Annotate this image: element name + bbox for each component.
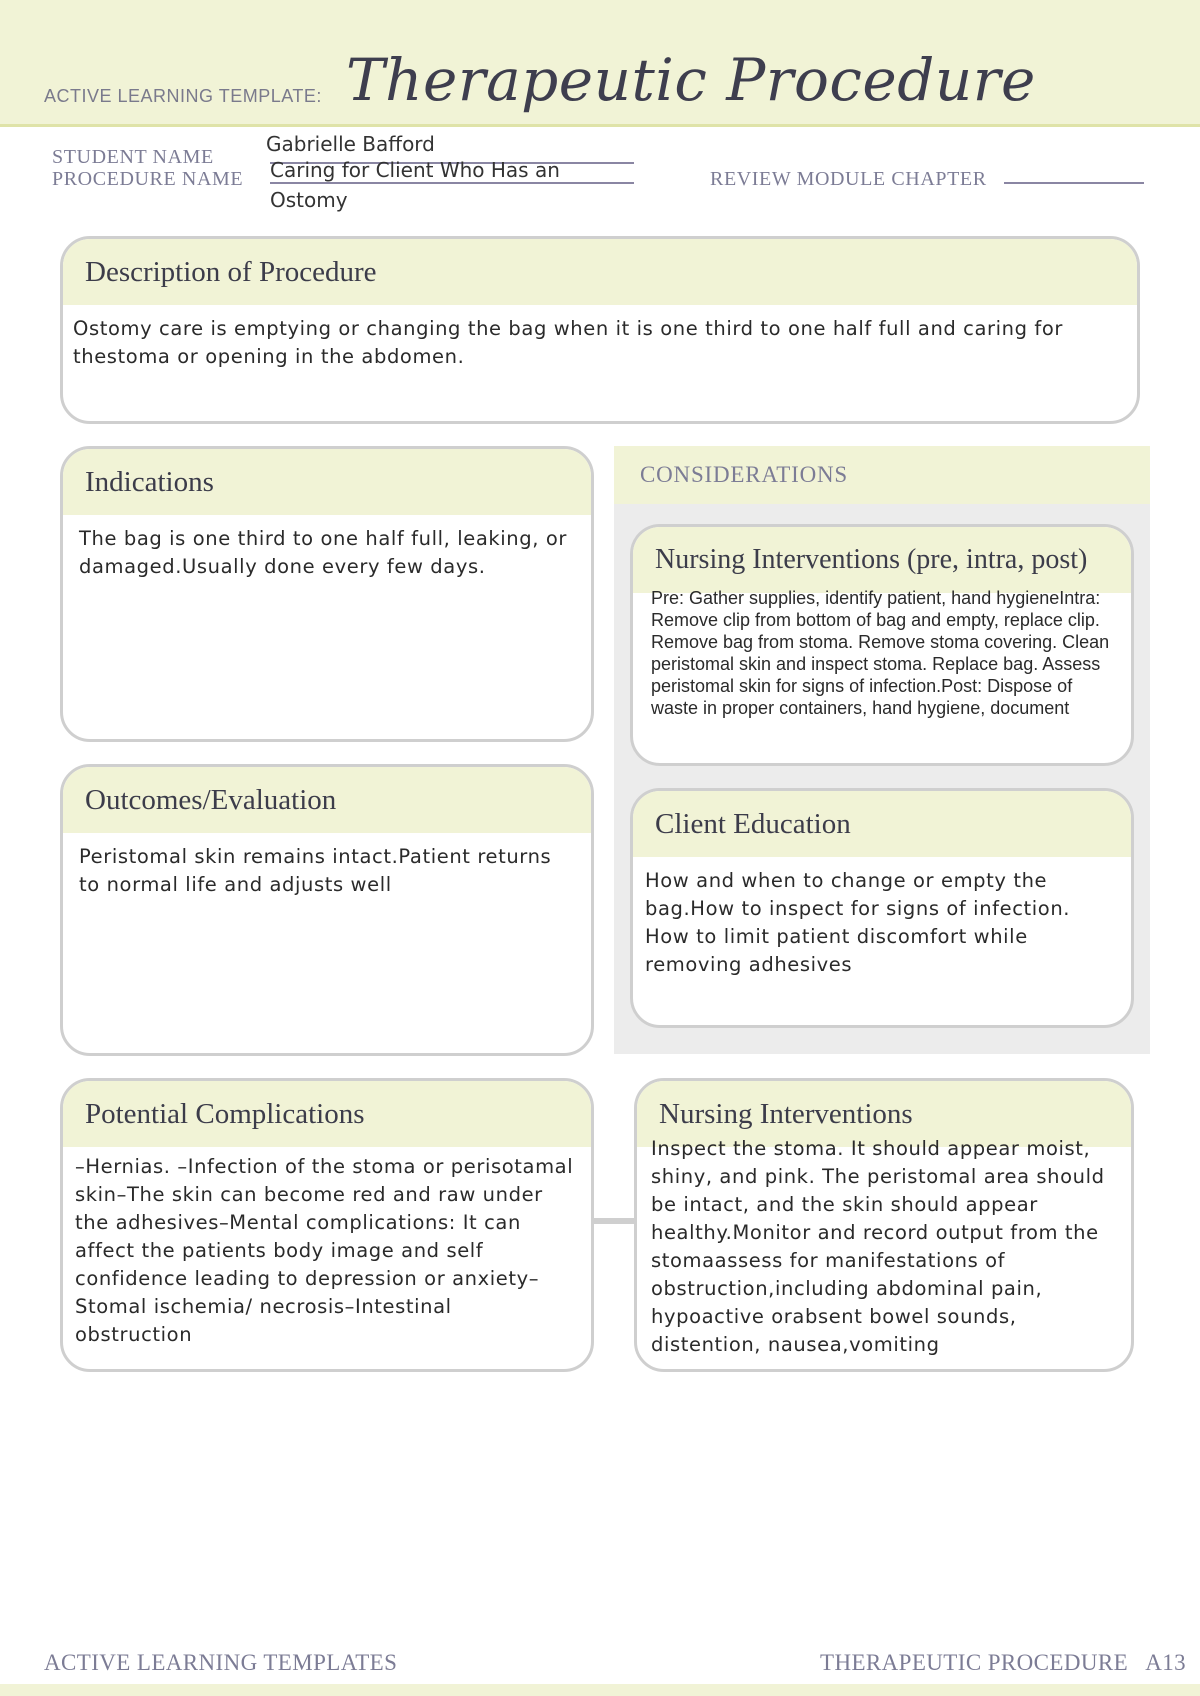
footer-left: ACTIVE LEARNING TEMPLATES xyxy=(44,1650,398,1675)
footer-right: THERAPEUTIC PROCEDURE A13 xyxy=(820,1650,1187,1675)
description-box xyxy=(60,236,1140,424)
nursing-interventions-heading: Nursing Interventions xyxy=(637,1081,1131,1147)
outcomes-text: Peristomal skin remains intact.Patient returns to normal life and adjusts well xyxy=(79,845,552,896)
nursing-pip-heading: Nursing Interventions (pre, intra, post) xyxy=(633,527,1131,593)
footer-band xyxy=(0,1684,1200,1696)
complications-text: –Hernias. –Infection of the stoma or perisotamal skin–The skin can become red and raw under the adhesives–Mental complications: It can affect the patients body image and self confidence leading to depression or anxiety–Stomal ischemia/ necrosis–Intestinal obstruction xyxy=(75,1155,574,1346)
procedure-name-line1: Caring for Client Who Has an xyxy=(270,158,560,182)
student-name-label: STUDENT NAME xyxy=(52,146,214,168)
review-module-label: REVIEW MODULE CHAPTER xyxy=(710,168,987,190)
indications-heading: Indications xyxy=(63,449,591,515)
review-module-underline xyxy=(1004,182,1144,184)
indications-text: The bag is one third to one half full, leaking, or damaged.Usually done every few days. xyxy=(79,527,567,578)
client-education-box xyxy=(630,788,1134,1028)
procedure-name-underline xyxy=(270,182,634,184)
indications-box xyxy=(60,446,594,742)
considerations-heading: CONSIDERATIONS xyxy=(614,446,1150,504)
description-heading: Description of Procedure xyxy=(63,239,1137,305)
template-label: ACTIVE LEARNING TEMPLATE: xyxy=(44,86,322,106)
client-education-heading: Client Education xyxy=(633,791,1131,857)
procedure-name-line2: Ostomy xyxy=(270,188,348,212)
procedure-name-label: PROCEDURE NAME xyxy=(52,168,244,190)
outcomes-box xyxy=(60,764,594,1056)
student-name-value: Gabrielle Bafford xyxy=(266,132,435,156)
nursing-pip-text: Pre: Gather supplies, identify patient, hand hygieneIntra: Remove clip from bottom of bag and empty, replace clip. Remove bag from stoma. Remove stoma covering. Clean peristomal skin and inspect stoma. Replace bag. Assess peristomal skin for signs of infection.Post: Dispose of waste in proper containers, hand hygiene, document xyxy=(651,588,1110,718)
complications-box xyxy=(60,1078,594,1372)
nursing-interventions-text: Inspect the stoma. It should appear moist, shiny, and pink. The peristomal area should be intact, and the skin should appear healthy.Monitor and record output from the stomaassess for manifestations of obstruction,including abdominal pain, hypoactive orabsent bowel sounds, distention, nausea,vomiting xyxy=(651,1137,1105,1356)
nursing-interventions-box xyxy=(634,1078,1134,1372)
client-education-text: How and when to change or empty the bag.How to inspect for signs of infection. How to limit patient discomfort while removing adhesives xyxy=(645,869,1071,976)
connector-line xyxy=(594,1218,636,1224)
description-text: Ostomy care is emptying or changing the bag when it is one third to one half full and caring for thestoma or opening in the abdomen. xyxy=(73,317,1064,368)
page-title: Therapeutic Procedure xyxy=(346,46,1036,114)
outcomes-heading: Outcomes/Evaluation xyxy=(63,767,591,833)
nursing-pip-box xyxy=(630,524,1134,766)
complications-heading: Potential Complications xyxy=(63,1081,591,1147)
